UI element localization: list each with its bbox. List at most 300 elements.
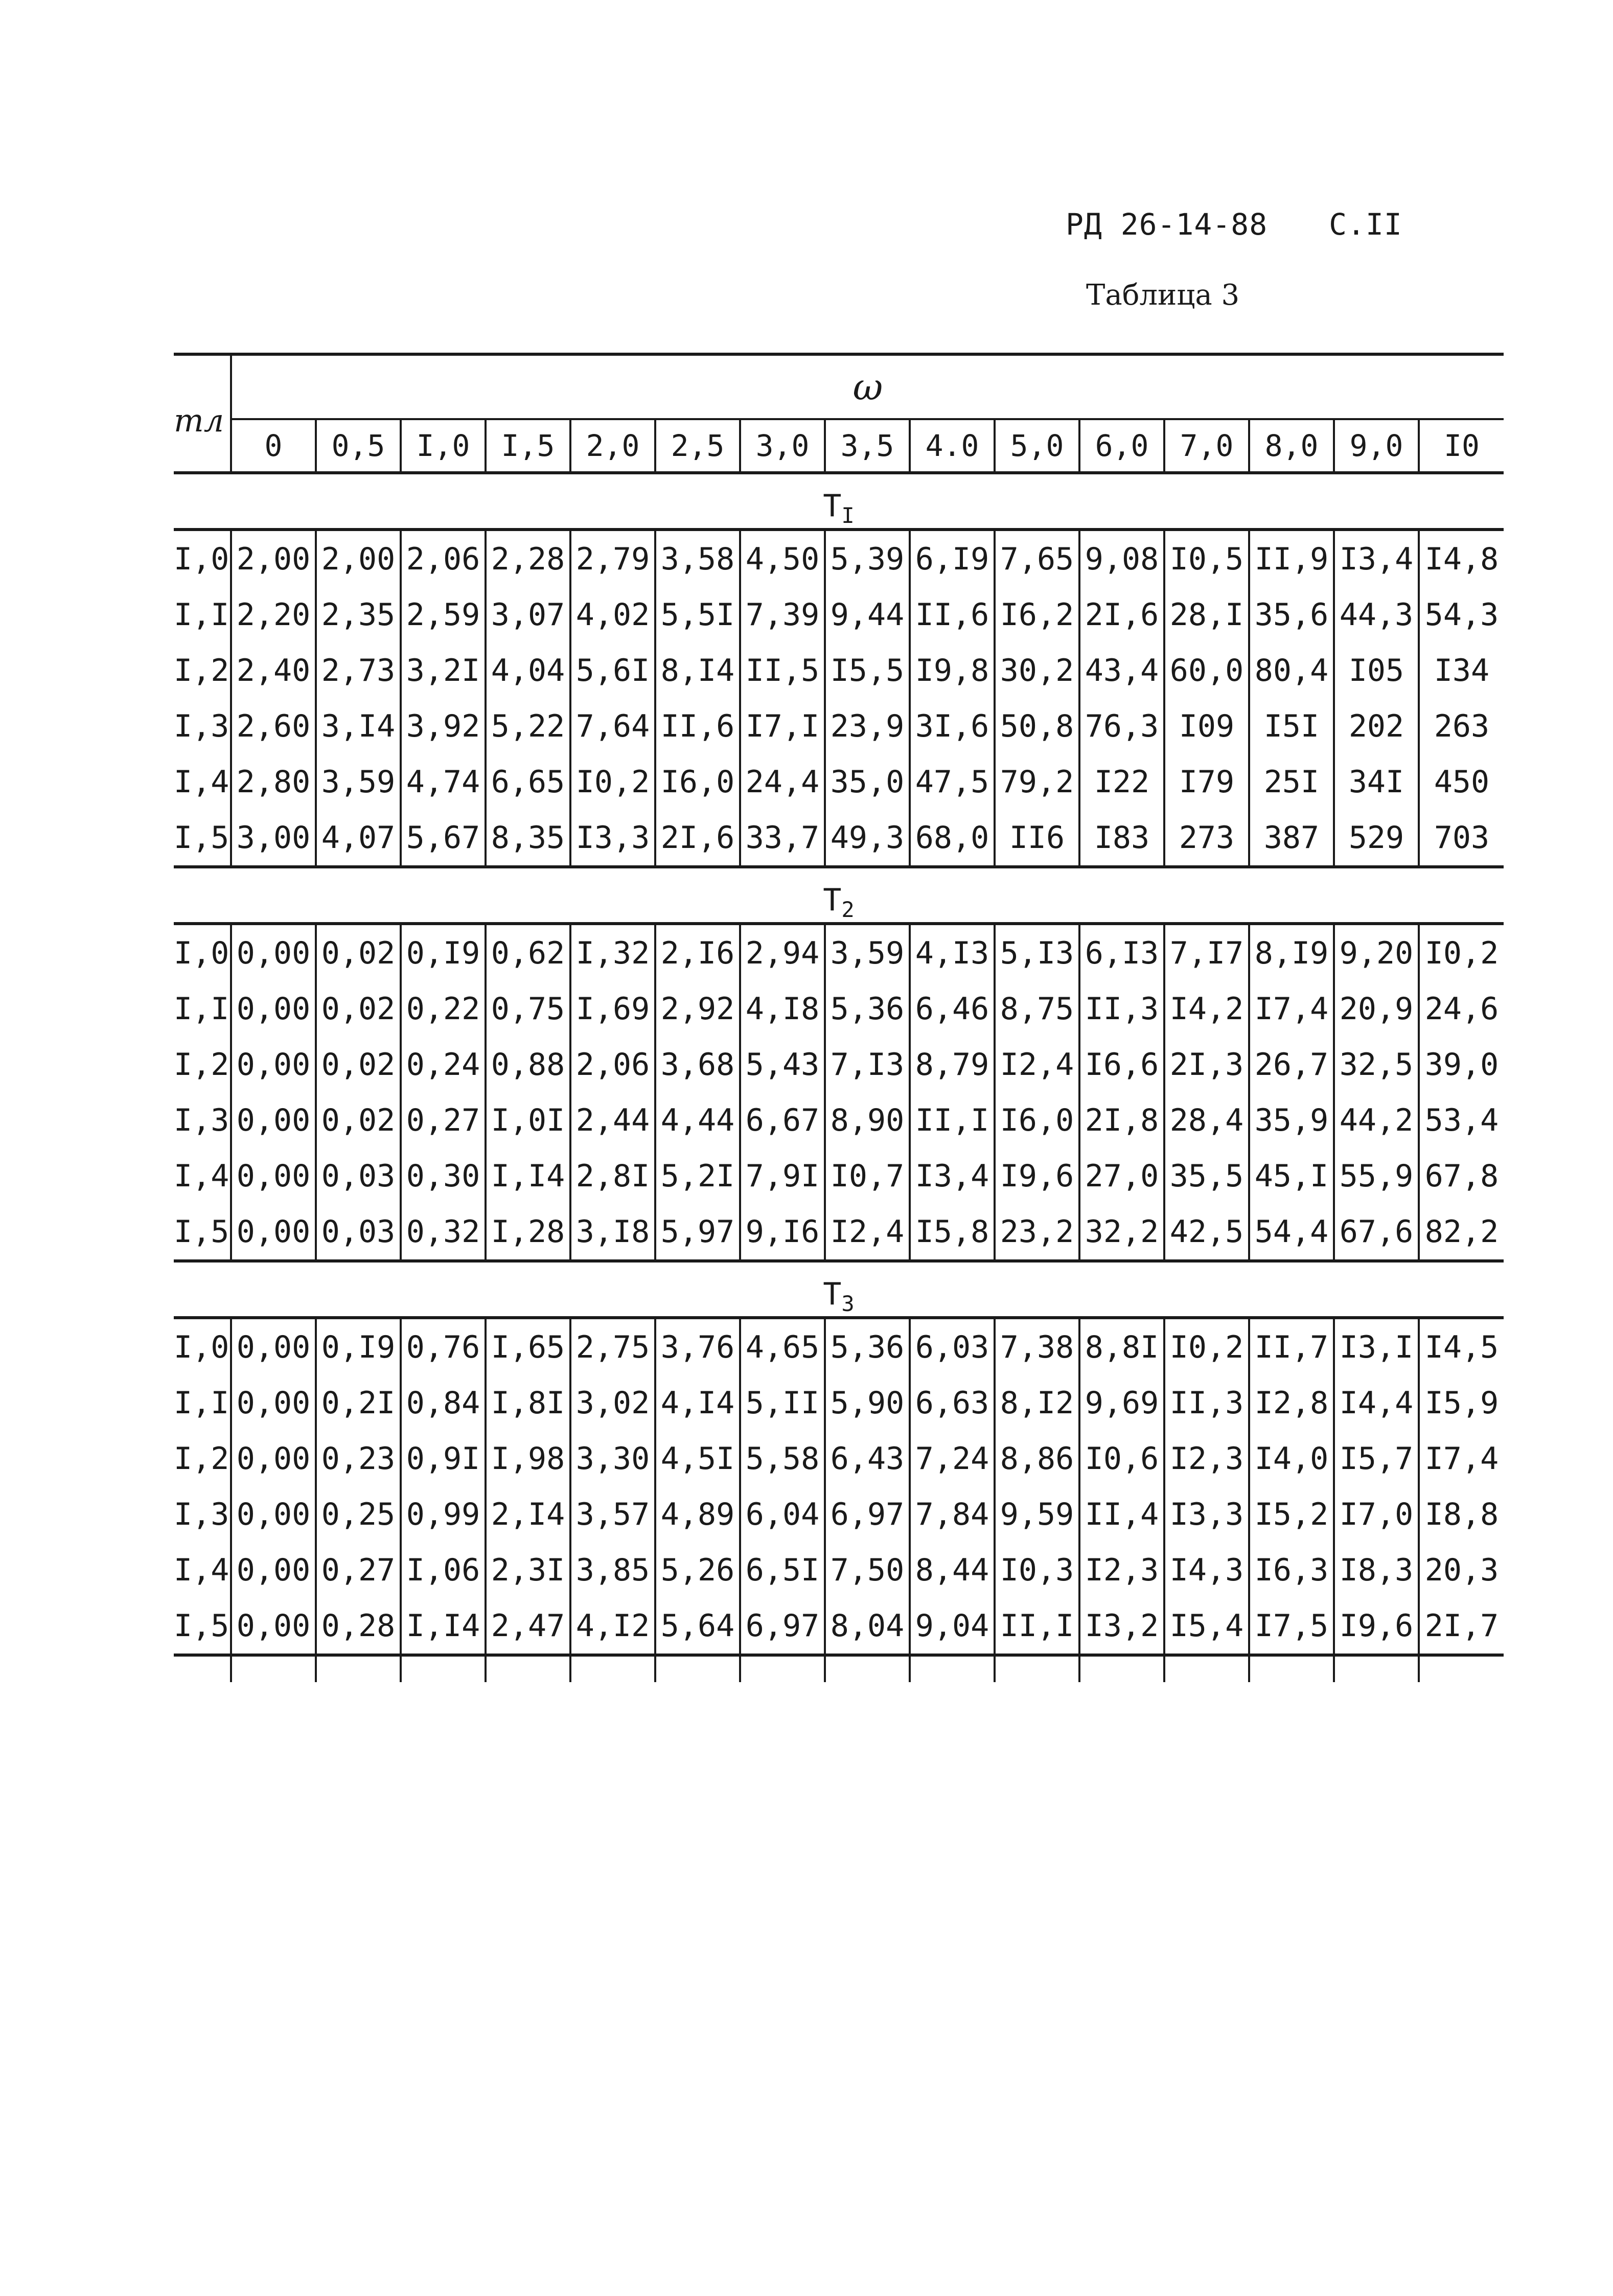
table-cell: 5,39 — [825, 530, 910, 587]
footer-stub — [995, 1655, 1079, 1682]
table-cell: 6,67 — [740, 1092, 825, 1148]
table-cell: I9,6 — [1334, 1598, 1419, 1655]
table-cell: I5,8 — [910, 1204, 995, 1261]
table-cell: 0,9I — [401, 1431, 486, 1486]
column-header: 9,0 — [1334, 419, 1419, 473]
table-cell: I,32 — [570, 924, 655, 981]
table-cell: 0,62 — [486, 924, 570, 981]
table-cell: 4,5I — [655, 1431, 740, 1486]
column-header: 2,5 — [655, 419, 740, 473]
table-cell: 2I,6 — [1079, 587, 1164, 642]
table-cell: 8,I4 — [655, 642, 740, 698]
table-cell: 2,44 — [570, 1092, 655, 1148]
section-subscript: I — [841, 503, 855, 528]
table-cell: 8,I9 — [1249, 924, 1334, 981]
table-cell: 0,76 — [401, 1318, 486, 1375]
table-cell: 3,58 — [655, 530, 740, 587]
table-cell: I0,2 — [1424, 935, 1499, 971]
table-cell: 0,88 — [486, 1037, 570, 1092]
table-cell: I,06 — [401, 1542, 486, 1598]
table-cell: 703 — [1434, 819, 1490, 856]
table-cell: 28,I — [1164, 587, 1249, 642]
table-cell: 4,04 — [486, 642, 570, 698]
table-row — [174, 1318, 1504, 1375]
table-caption: Таблица 3 — [1086, 279, 1240, 312]
table-cell: I,65 — [486, 1318, 570, 1375]
table-cell: I5,9 — [1424, 1385, 1499, 1421]
table-cell: I83 — [1079, 810, 1164, 867]
table-cell: 7,9I — [740, 1148, 825, 1204]
row-label: I,5 — [174, 1204, 231, 1261]
row-label: I,2 — [174, 1431, 231, 1486]
table-cell: 4,I3 — [910, 924, 995, 981]
table-cell: 0,23 — [316, 1431, 401, 1486]
table-cell: 3,92 — [401, 698, 486, 754]
table-cell: 54,3 — [1424, 596, 1499, 633]
table-cell: I0,2 — [570, 754, 655, 810]
table-cell: 7,50 — [825, 1542, 910, 1598]
table-cell: 7,38 — [995, 1318, 1079, 1375]
column-header: 3,5 — [825, 419, 910, 473]
section-row — [174, 473, 1504, 530]
table-row — [174, 810, 1504, 867]
table-cell: 2,80 — [231, 754, 316, 810]
table-cell: 2I,6 — [655, 810, 740, 867]
table-cell: I8,8 — [1424, 1496, 1499, 1532]
footer-stub — [740, 1655, 825, 1682]
table-cell: 5,I3 — [995, 924, 1079, 981]
table-cell: 2,00 — [231, 530, 316, 587]
table-cell: I6,0 — [655, 754, 740, 810]
table-cell: 5,64 — [655, 1598, 740, 1655]
table-cell: 0,03 — [316, 1204, 401, 1261]
table-cell: 9,69 — [1079, 1375, 1164, 1431]
table-cell: I05 — [1334, 642, 1419, 698]
table-cell: I3,I — [1334, 1318, 1419, 1375]
table-cell: I5,4 — [1164, 1598, 1249, 1655]
section-title — [174, 473, 1504, 530]
table-cell: 67,8 — [1424, 1158, 1499, 1194]
table-row — [174, 1204, 1504, 1261]
table-cell: I2,4 — [825, 1204, 910, 1261]
table-cell: 0,30 — [401, 1148, 486, 1204]
table-row — [174, 924, 1504, 981]
table-cell: 0,02 — [316, 1037, 401, 1092]
table-cell: I5I — [1249, 698, 1334, 754]
table-cell: I6,3 — [1249, 1542, 1334, 1598]
footer-stub — [174, 1655, 231, 1682]
row-label: I,5 — [174, 810, 231, 867]
column-group-label: ω — [231, 354, 1504, 419]
table-cell: I7,5 — [1249, 1598, 1334, 1655]
section-title — [174, 867, 1504, 924]
table-cell: 43,4 — [1079, 642, 1164, 698]
footer-stub — [1164, 1655, 1249, 1682]
table-cell: 6,97 — [825, 1486, 910, 1542]
table-cell: 7,64 — [570, 698, 655, 754]
data-table — [174, 353, 1504, 1682]
table-cell: 4,I8 — [740, 981, 825, 1037]
table-cell: I,I4 — [486, 1148, 570, 1204]
table-row — [174, 1598, 1504, 1655]
table-cell: I7,0 — [1334, 1486, 1419, 1542]
document-code: РД 26-14-88 — [1066, 207, 1268, 242]
table-row — [174, 981, 1504, 1037]
table-cell: 35,5 — [1164, 1148, 1249, 1204]
table-cell: I4,3 — [1164, 1542, 1249, 1598]
row-label: I,3 — [174, 1092, 231, 1148]
table-cell: I3,2 — [1079, 1598, 1164, 1655]
table-cell: 2,00 — [316, 530, 401, 587]
table-cell: 263 — [1434, 708, 1490, 744]
table-row — [174, 698, 1504, 754]
table-cell: 26,7 — [1249, 1037, 1334, 1092]
column-header: 8,0 — [1249, 419, 1334, 473]
table-cell: 2,40 — [231, 642, 316, 698]
table-cell: 5,26 — [655, 1542, 740, 1598]
table-cell: I4,8 — [1424, 541, 1499, 577]
table-footer-rule — [174, 1655, 1504, 1682]
table-cell: 2,60 — [231, 698, 316, 754]
table-cell: 6,46 — [910, 981, 995, 1037]
table-cell: 5,2I — [655, 1148, 740, 1204]
table-cell: 2,79 — [570, 530, 655, 587]
section-symbol: T — [823, 488, 842, 524]
table-row — [174, 1037, 1504, 1092]
table-cell: I7,I — [740, 698, 825, 754]
table-cell: II,3 — [1079, 981, 1164, 1037]
table-cell: 3,30 — [570, 1431, 655, 1486]
table-row — [174, 587, 1504, 642]
table-cell: 35,0 — [825, 754, 910, 810]
table-cell: I5,7 — [1334, 1431, 1419, 1486]
table-cell: 8,04 — [825, 1598, 910, 1655]
table-cell: 5,67 — [401, 810, 486, 867]
column-header: 4.0 — [910, 419, 995, 473]
table-cell: 9,08 — [1079, 530, 1164, 587]
table-cell: I6,6 — [1079, 1037, 1164, 1092]
table-cell: 6,43 — [825, 1431, 910, 1486]
table-cell: I2,3 — [1164, 1431, 1249, 1486]
table-cell: 42,5 — [1164, 1204, 1249, 1261]
table-cell: 0,00 — [231, 1542, 316, 1598]
table-cell: 6,I9 — [910, 530, 995, 587]
table-cell: I2,8 — [1249, 1375, 1334, 1431]
table-cell: 2,75 — [570, 1318, 655, 1375]
table-cell: 2,8I — [570, 1148, 655, 1204]
column-header: I,5 — [486, 419, 570, 473]
table-cell: 49,3 — [825, 810, 910, 867]
table-cell: 20,3 — [1424, 1552, 1499, 1588]
table-cell: 7,65 — [995, 530, 1079, 587]
table-cell: I79 — [1164, 754, 1249, 810]
table-cell: 0,32 — [401, 1204, 486, 1261]
table-cell: II,7 — [1249, 1318, 1334, 1375]
table-cell: 0,24 — [401, 1037, 486, 1092]
section-row — [174, 1261, 1504, 1318]
table-cell: I,69 — [570, 981, 655, 1037]
table-cell: 5,36 — [825, 1318, 910, 1375]
table-cell: 0,00 — [231, 1318, 316, 1375]
table-cell: 3,59 — [316, 754, 401, 810]
table-cell: 8,75 — [995, 981, 1079, 1037]
table-cell: 0,27 — [316, 1542, 401, 1598]
table-cell: II,3 — [1164, 1375, 1249, 1431]
table-cell: 4,I4 — [655, 1375, 740, 1431]
table-cell: 3,07 — [486, 587, 570, 642]
table-cell: I3,3 — [570, 810, 655, 867]
table-cell: 53,4 — [1424, 1102, 1499, 1138]
section-symbol: T — [823, 882, 842, 918]
table-cell: 6,63 — [910, 1375, 995, 1431]
column-header: 0 — [231, 419, 316, 473]
footer-stub — [1079, 1655, 1164, 1682]
table-cell: 7,I7 — [1164, 924, 1249, 981]
table-cell: 0,00 — [231, 1204, 316, 1261]
table-cell: 5,5I — [655, 587, 740, 642]
table-cell: 0,00 — [231, 1037, 316, 1092]
table-cell: 2,3I — [486, 1542, 570, 1598]
table-row — [174, 1375, 1504, 1431]
table-cell: 8,8I — [1079, 1318, 1164, 1375]
table-cell: 2,59 — [401, 587, 486, 642]
section-subscript: 3 — [841, 1291, 855, 1316]
table-cell: 2I,3 — [1164, 1037, 1249, 1092]
table-cell: 50,8 — [995, 698, 1079, 754]
table-cell: I34 — [1434, 652, 1490, 688]
table-cell: 32,5 — [1334, 1037, 1419, 1092]
footer-stub — [1334, 1655, 1419, 1682]
table-cell: 3,2I — [401, 642, 486, 698]
table-cell: 3,85 — [570, 1542, 655, 1598]
table-cell: 0,99 — [401, 1486, 486, 1542]
table-cell: 0,00 — [231, 1486, 316, 1542]
table-cell: 23,2 — [995, 1204, 1079, 1261]
table-row — [174, 1148, 1504, 1204]
column-header: 6,0 — [1079, 419, 1164, 473]
table-cell: 2,92 — [655, 981, 740, 1037]
table-cell: I,0I — [486, 1092, 570, 1148]
table-cell: 23,9 — [825, 698, 910, 754]
table-cell: 30,2 — [995, 642, 1079, 698]
table-row — [174, 1092, 1504, 1148]
row-label: I,I — [174, 981, 231, 1037]
table-cell: 20,9 — [1334, 981, 1419, 1037]
table-cell: II,6 — [910, 587, 995, 642]
table-cell: 5,43 — [740, 1037, 825, 1092]
table-cell: 0,I9 — [316, 1318, 401, 1375]
table-cell: I0,7 — [825, 1148, 910, 1204]
table-cell: 0,03 — [316, 1148, 401, 1204]
table-cell: 0,00 — [231, 981, 316, 1037]
table-cell: 0,00 — [231, 1148, 316, 1204]
table-cell: I0,2 — [1164, 1318, 1249, 1375]
footer-stub — [655, 1655, 740, 1682]
row-label: I,0 — [174, 1318, 231, 1375]
table-cell: 79,2 — [995, 754, 1079, 810]
table-cell: 0,00 — [231, 1598, 316, 1655]
table-cell: 6,5I — [740, 1542, 825, 1598]
row-header-label: mл — [174, 354, 231, 473]
row-label: I,0 — [174, 530, 231, 587]
row-label: I,2 — [174, 642, 231, 698]
table-row — [174, 530, 1504, 587]
table-cell: 0,00 — [231, 1092, 316, 1148]
table-cell: II,4 — [1079, 1486, 1164, 1542]
table-cell: 4,89 — [655, 1486, 740, 1542]
footer-stub — [231, 1655, 316, 1682]
table-cell: I2,4 — [995, 1037, 1079, 1092]
table-cell: 6,03 — [910, 1318, 995, 1375]
table-cell: 0,02 — [316, 981, 401, 1037]
table-cell: 6,04 — [740, 1486, 825, 1542]
row-label: I,5 — [174, 1598, 231, 1655]
table-cell: 0,02 — [316, 1092, 401, 1148]
table-cell: 5,II — [740, 1375, 825, 1431]
table-cell: 2I,8 — [1079, 1092, 1164, 1148]
footer-stub — [825, 1655, 910, 1682]
table-cell: I8,3 — [1334, 1542, 1419, 1598]
table-cell: 76,3 — [1079, 698, 1164, 754]
table-cell: II6 — [995, 810, 1079, 867]
table-cell: 6,65 — [486, 754, 570, 810]
table-cell: 5,36 — [825, 981, 910, 1037]
table-cell: 8,90 — [825, 1092, 910, 1148]
footer-stub — [486, 1655, 570, 1682]
table-cell: I2,3 — [1079, 1542, 1164, 1598]
table-cell: 4,50 — [740, 530, 825, 587]
table-row — [174, 754, 1504, 810]
table-cell: 5,58 — [740, 1431, 825, 1486]
table-cell: 35,6 — [1249, 587, 1334, 642]
table-cell: 2,I6 — [655, 924, 740, 981]
table-cell: 3,68 — [655, 1037, 740, 1092]
table-cell: 3,59 — [825, 924, 910, 981]
table-cell: 529 — [1334, 810, 1419, 867]
table-cell: I6,0 — [995, 1092, 1079, 1148]
table-cell: I0,5 — [1164, 530, 1249, 587]
table-cell: 387 — [1249, 810, 1334, 867]
column-header: 3,0 — [740, 419, 825, 473]
table-cell: 2,28 — [486, 530, 570, 587]
table-cell: 3,I4 — [316, 698, 401, 754]
table-cell: 450 — [1434, 764, 1490, 800]
table-cell: 0,2I — [316, 1375, 401, 1431]
table-cell: 80,4 — [1249, 642, 1334, 698]
footer-stub — [1249, 1655, 1334, 1682]
table-cell: I,98 — [486, 1431, 570, 1486]
table-cell: I4,0 — [1249, 1431, 1334, 1486]
table-cell: 54,4 — [1249, 1204, 1334, 1261]
table-cell: 0,75 — [486, 981, 570, 1037]
table-cell: 5,22 — [486, 698, 570, 754]
table-cell: 8,86 — [995, 1431, 1079, 1486]
column-header: 7,0 — [1164, 419, 1249, 473]
section-symbol: T — [823, 1276, 842, 1312]
table-body — [174, 354, 1504, 1682]
footer-stub — [570, 1655, 655, 1682]
table-row — [174, 1431, 1504, 1486]
table-cell: 5,97 — [655, 1204, 740, 1261]
table-row — [174, 1486, 1504, 1542]
table-cell: I4,5 — [1424, 1329, 1499, 1365]
table-row — [174, 1542, 1504, 1598]
table-cell: 0,28 — [316, 1598, 401, 1655]
table-cell: 55,9 — [1334, 1148, 1419, 1204]
table-cell: 44,2 — [1334, 1092, 1419, 1148]
table-cell: 2,06 — [401, 530, 486, 587]
row-label: I,0 — [174, 924, 231, 981]
page-number: С.II — [1329, 207, 1402, 242]
table-cell: 32,2 — [1079, 1204, 1164, 1261]
column-header: I0 — [1419, 419, 1504, 473]
table-cell: 67,6 — [1334, 1204, 1419, 1261]
table-cell: I7,4 — [1424, 1440, 1499, 1477]
table-cell: 4,02 — [570, 587, 655, 642]
table-cell: 7,39 — [740, 587, 825, 642]
table-cell: 4,74 — [401, 754, 486, 810]
table-cell: I,28 — [486, 1204, 570, 1261]
table-cell: 82,2 — [1424, 1213, 1499, 1250]
table-cell: I3,4 — [1334, 530, 1419, 587]
row-label: I,3 — [174, 1486, 231, 1542]
table-cell: I9,8 — [910, 642, 995, 698]
column-header-row — [174, 419, 1504, 473]
table-cell: 0,22 — [401, 981, 486, 1037]
table-cell: I0,3 — [995, 1542, 1079, 1598]
table-cell: 24,6 — [1424, 991, 1499, 1027]
table-cell: 8,35 — [486, 810, 570, 867]
table-cell: 27,0 — [1079, 1148, 1164, 1204]
table-cell: 2,47 — [486, 1598, 570, 1655]
table-cell: I7,4 — [1249, 981, 1334, 1037]
table-cell: 9,44 — [825, 587, 910, 642]
table-cell: I9,6 — [995, 1148, 1079, 1204]
table-cell: 24,4 — [740, 754, 825, 810]
table-cell: 2,94 — [740, 924, 825, 981]
column-header: I,0 — [401, 419, 486, 473]
table-cell: 47,5 — [910, 754, 995, 810]
footer-stub — [910, 1655, 995, 1682]
table-cell: 6,97 — [740, 1598, 825, 1655]
section-title — [174, 1261, 1504, 1318]
row-label: I,I — [174, 1375, 231, 1431]
row-label: I,3 — [174, 698, 231, 754]
table-cell: 0,I9 — [401, 924, 486, 981]
table-cell: 202 — [1334, 698, 1419, 754]
table-cell: I3,4 — [910, 1148, 995, 1204]
table-cell: 3,76 — [655, 1318, 740, 1375]
table-cell: 2,73 — [316, 642, 401, 698]
table-cell: 7,24 — [910, 1431, 995, 1486]
row-label: I,4 — [174, 1542, 231, 1598]
table-cell: 9,59 — [995, 1486, 1079, 1542]
table-cell: 44,3 — [1334, 587, 1419, 642]
table-cell: 7,84 — [910, 1486, 995, 1542]
table-cell: 9,I6 — [740, 1204, 825, 1261]
table-cell: 0,00 — [231, 1431, 316, 1486]
table-cell: II,9 — [1249, 530, 1334, 587]
table-cell: 3,I8 — [570, 1204, 655, 1261]
table-cell: 4,07 — [316, 810, 401, 867]
table-cell: 7,I3 — [825, 1037, 910, 1092]
table-cell: 68,0 — [910, 810, 995, 867]
table-cell: I5,2 — [1249, 1486, 1334, 1542]
row-label: I,4 — [174, 754, 231, 810]
table-cell: I22 — [1079, 754, 1164, 810]
table-cell: II,6 — [655, 698, 740, 754]
table-cell: 34I — [1334, 754, 1419, 810]
